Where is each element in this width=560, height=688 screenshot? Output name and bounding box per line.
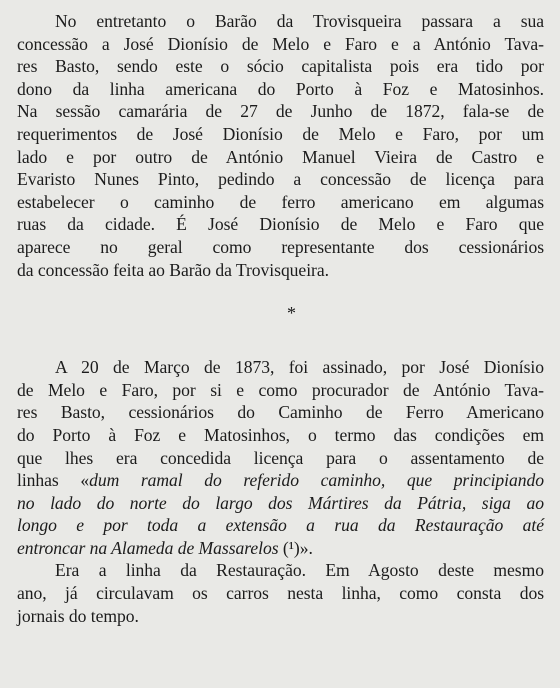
text-line: res Basto, sendo este o sócio capitalista pois era tido por bbox=[17, 56, 544, 77]
text-line: Era a linha da Restauração. Em Agosto deste mesmo bbox=[55, 560, 544, 581]
section-separator: * bbox=[287, 303, 296, 324]
text-line: ruas da cidade. É José Dionísio de Melo e Faro que bbox=[17, 214, 544, 235]
quoted-text: longo e por toda a extensão a rua da Restauração até bbox=[17, 515, 544, 536]
paragraph-2 bbox=[17, 356, 544, 559]
text-line bbox=[17, 492, 544, 515]
text-line: Na sessão camarária de 27 de Junho de 1872, fala-se de bbox=[17, 101, 544, 122]
text-line: ano, já circulavam os carros nesta linha, como consta dos bbox=[17, 583, 544, 604]
text-line: A 20 de Março de 1873, foi assinado, por José Dionísio bbox=[55, 357, 544, 378]
text-line: jornais do tempo. bbox=[17, 605, 139, 626]
text-line: res Basto, cessionários do Caminho de Ferro Americano bbox=[17, 402, 544, 423]
text-line: dono da linha americana do Porto à Foz e Matosinhos. bbox=[17, 78, 544, 99]
text-line: requerimentos de José Dionísio de Melo e Faro, por um bbox=[17, 123, 544, 144]
quoted-text: entroncar na Alameda de Massarelos bbox=[17, 537, 279, 558]
paragraph-3 bbox=[17, 559, 544, 627]
text-line: linhas «dum ramal do referido caminho, que principiando bbox=[17, 470, 544, 491]
text-line: do Porto à Foz e Matosinhos, o termo das condições em bbox=[17, 424, 544, 445]
text-line: aparece no geral como representante dos cessionários bbox=[17, 236, 544, 257]
text-line: da concessão feita ao Barão da Trovisqueira. bbox=[17, 259, 329, 280]
text-line: lado e por outro de António Manuel Vieira de Castro e bbox=[17, 146, 544, 167]
footnote-reference[interactable]: (¹) bbox=[282, 537, 300, 558]
text-line bbox=[17, 514, 544, 537]
text-line: que lhes era concedida licença para o assentamento de bbox=[17, 447, 544, 468]
quoted-text: dum ramal do referido caminho, que principiando bbox=[89, 470, 544, 491]
text-line: No entretanto o Barão da Trovisqueira passara a sua bbox=[55, 11, 544, 31]
text-line: entroncar na Alameda de Massarelos (¹)». bbox=[17, 537, 313, 558]
text-line: concessão a José Dionísio de Melo e Faro e a António Tava- bbox=[17, 33, 544, 54]
text-line: de Melo e Faro, por si e como procurador de António Tava- bbox=[17, 379, 544, 400]
text-line: Evaristo Nunes Pinto, pedindo a concessão de licença para bbox=[17, 169, 544, 190]
text-line: estabelecer o caminho de ferro americano em algumas bbox=[17, 191, 544, 212]
quoted-text: no lado do norte do largo dos Mártires da Pátria, siga ao bbox=[17, 492, 544, 513]
paragraph-1 bbox=[17, 10, 544, 281]
